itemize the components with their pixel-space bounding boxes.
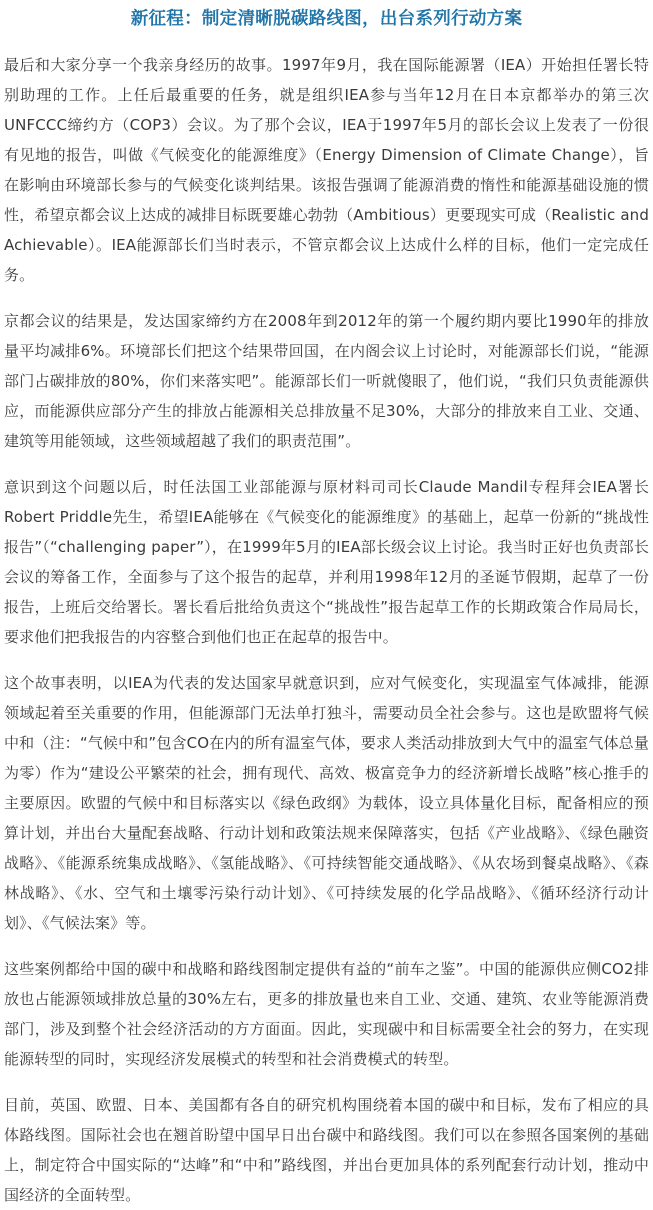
article-paragraph-1: 最后和大家分享一个我亲身经历的故事。1997年9月，我在国际能源署（IEA）开始担任署长特别助理的工作。上任后最重要的任务，就是组织IEA参与当年12月在日本京都举办的第三次UNFCCC缔约方（COP3）会议。为了那个会议，IEA于1997年5月的部长会议上发表了一份很有见地的报告，叫做《气候变化的能源维度》（Energy Dimension of Climate Change），旨在影响由环境部长参与的气候变化谈判结果。该报告强调了能源消费的惰性和能源基础设施的惯性，希望京都会议上达成的减排目标既要雄心勃勃（Ambitious）更要现实可成（Realistic and Achievable）。IEA能源部长们当时表示，不管京都会议上达成什么样的目标，他们一定完成任务。 xyxy=(4,56,649,284)
article-paragraph-3: 意识到这个问题以后，时任法国工业部能源与原材料司司长Claude Mandil专程拜会IEA署长Robert Priddle先生，希望IEA能够在《气候变化的能源维度》的基础上，起草一份新的“挑战性报告”（“challenging paper”），在1999年5月的IEA部长级会议上讨论。我当时正好也负责部长会议的筹备工作，全面参与了这个报告的起草，并利用1998年12月的圣诞节假期，起草了一份报告，上班后交给署长。署长看后批给负责这个“挑战性”报告起草工作的长期政策合作局局长，要求他们把我报告的内容整合到他们也正在起草的报告中。 xyxy=(4,478,649,646)
article-title: 新征程：制定清晰脱碳路线图，出台系列行动方案 xyxy=(130,9,523,29)
article-paragraph-5: 这些案例都给中国的碳中和战略和路线图制定提供有益的“前车之鉴”。中国的能源供应侧CO2排放也占能源领域排放总量的30%左右，更多的排放量也来自工业、交通、建筑、农业等能源消费部门，涉及到整个社会经济活动的方方面面。因此，实现碳中和目标需要全社会的努力，在实现能源转型的同时，实现经济发展模式的转型和社会消费模式的转型。 xyxy=(4,960,649,1068)
article-paragraph-6: 目前，英国、欧盟、日本、美国都有各自的研究机构围绕着本国的碳中和目标，发布了相应的具体路线图。国际社会也在翘首盼望中国早日出台碳中和路线图。我们可以在参照各国案例的基础上，制定符合中国实际的“达峰”和“中和”路线图，并出台更加具体的系列配套行动计划，推动中国经济的全面转型。 xyxy=(4,1096,649,1204)
article-paragraph-4: 这个故事表明，以IEA为代表的发达国家早就意识到，应对气候变化，实现温室气体减排，能源领域起着至关重要的作用，但能源部门无法单打独斗，需要动员全社会参与。这也是欧盟将气候中和（注：“气候中和”包含CO在内的所有温室气体，要求人类活动排放到大气中的温室气体总量为零）作为“建设公平繁荣的社会，拥有现代、高效、极富竞争力的经济新增长战略”核心推手的主要原因。欧盟的气候中和目标落实以《绿色政纲》为载体，设立具体量化目标，配备相应的预算计划，并出台大量配套战略、行动计划和政策法规来保障落实，包括《产业战略》、《绿色融资战略》、《能源系统集成战略》、《氢能战略》、《可持续智能交通战略》、《从农场到餐桌战略》、《森林战略》、《水、空气和土壤零污染行动计划》、《可持续发展的化学品战略》、《循环经济行动计划》、《气候法案》等。 xyxy=(4,674,649,932)
article-paragraph-2: 京都会议的结果是，发达国家缔约方在2008年到2012年的第一个履约期内要比1990年的排放量平均减排6%。环境部长们把这个结果带回国，在内阁会议上讨论时，对能源部长们说，“能源部门占碳排放的80%，你们来落实吧”。能源部长们一听就傻眼了，他们说，“我们只负责能源供应，而能源供应部分产生的排放占能源相关总排放量不足30%，大部分的排放来自工业、交通、建筑等用能领域，这些领域超越了我们的职责范围”。 xyxy=(4,312,649,450)
